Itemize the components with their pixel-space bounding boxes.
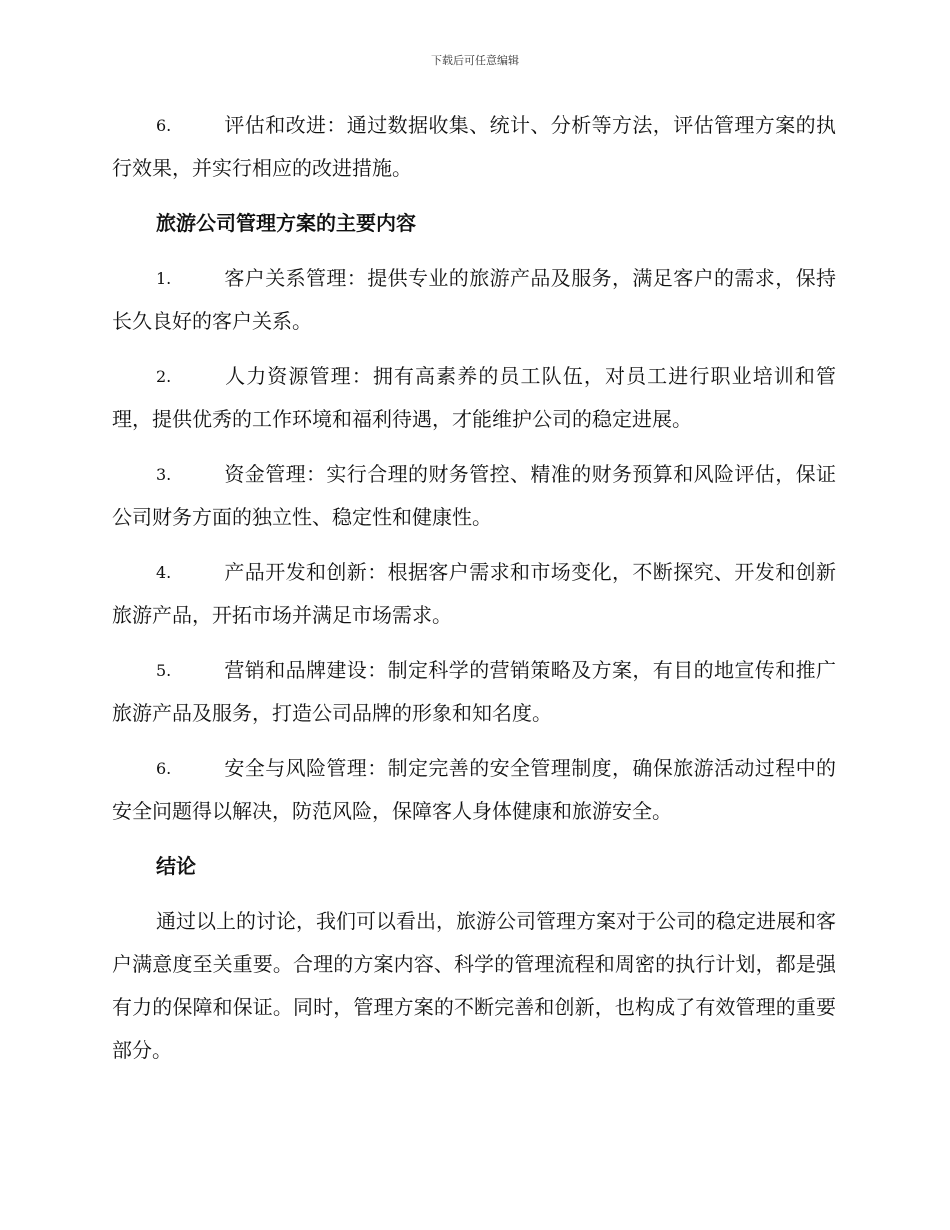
list-item-text: 资金管理：实行合理的财务管控、精准的财务预算和风险评估，保证公司财务方面的独立性、稳定性和健康性。 <box>112 462 836 529</box>
list-item-marketing <box>112 649 836 735</box>
list-item-text: 营销和品牌建设：制定科学的营销策略及方案，有目的地宣传和推广旅游产品及服务，打造公司品牌的形象和知名度。 <box>112 658 836 725</box>
list-item-number: 6. <box>156 759 172 778</box>
list-item-customer-relations <box>112 257 836 343</box>
page-header-note: 下载后可任意编辑 <box>431 54 519 67</box>
list-item-text: 客户关系管理：提供专业的旅游产品及服务，满足客户的需求，保持长久良好的客户关系。 <box>112 266 836 333</box>
list-item-text: 安全与风险管理：制定完善的安全管理制度，确保旅游活动过程中的安全问题得以解决，防范风险，保障客人身体健康和旅游安全。 <box>112 756 836 823</box>
list-item-number: 1. <box>156 269 172 288</box>
list-item-number: 5. <box>156 661 172 680</box>
section-heading-conclusion: 结论 <box>156 854 196 878</box>
list-item-finance <box>112 453 836 539</box>
list-item-text: 产品开发和创新：根据客户需求和市场变化，不断探究、开发和创新旅游产品，开拓市场并满足市场需求。 <box>112 560 836 627</box>
list-item-safety <box>112 747 836 833</box>
list-item-number: 3. <box>156 465 172 484</box>
section-heading-main-content: 旅游公司管理方案的主要内容 <box>156 211 416 235</box>
list-item-product-development <box>112 551 836 637</box>
list-item-text: 评估和改进：通过数据收集、统计、分析等方法，评估管理方案的执行效果，并实行相应的改进措施。 <box>112 113 836 180</box>
list-item-text: 人力资源管理：拥有高素养的员工队伍，对员工进行职业培训和管理，提供优秀的工作环境和福利待遇，才能维护公司的稳定进展。 <box>112 364 836 431</box>
list-item-number: 4. <box>156 563 172 582</box>
document-body <box>112 104 836 1072</box>
list-item-number: 6. <box>156 116 172 135</box>
conclusion-paragraph: 通过以上的讨论，我们可以看出，旅游公司管理方案对于公司的稳定进展和客户满意度至关重要。合理的方案内容、科学的管理流程和周密的执行计划，都是强有力的保障和保证。同时，管理方案的不断完善和创新，也构成了有效管理的重要部分。 <box>112 909 836 1062</box>
list-item-human-resources <box>112 355 836 441</box>
list-item-number: 2. <box>156 367 172 386</box>
list-item-evaluation <box>112 104 836 190</box>
